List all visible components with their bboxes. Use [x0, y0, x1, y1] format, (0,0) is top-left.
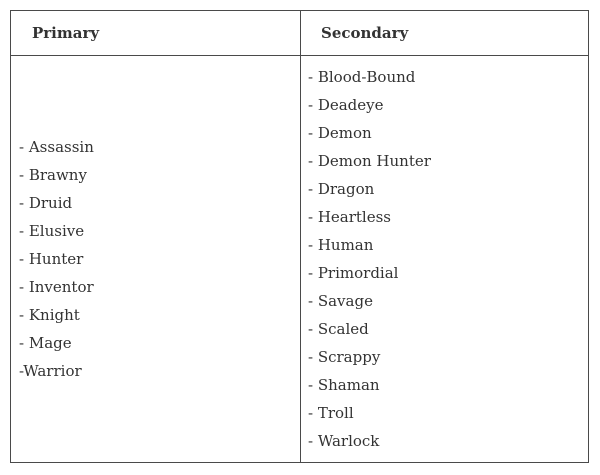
- header-secondary: Secondary: [321, 24, 409, 42]
- secondary-item-troll: - Troll: [308, 404, 354, 422]
- primary-item-assassin: - Assassin: [19, 138, 94, 156]
- secondary-item-heartless: - Heartless: [308, 208, 392, 226]
- secondary-item-demon-hunter: - Demon Hunter: [308, 152, 431, 170]
- secondary-item-demon: - Demon: [308, 124, 372, 142]
- header-primary: Primary: [32, 24, 100, 42]
- primary-item-knight: - Knight: [19, 306, 80, 324]
- secondary-item-warlock: - Warlock: [308, 432, 380, 450]
- secondary-list: [308, 56, 583, 462]
- primary-item-hunter: - Hunter: [19, 250, 84, 268]
- primary-item-warrior: -Warrior: [19, 362, 82, 380]
- classes-table: [10, 10, 589, 463]
- primary-item-mage: - Mage: [19, 334, 72, 352]
- primary-item-druid: - Druid: [19, 194, 73, 212]
- primary-item-inventor: - Inventor: [19, 278, 94, 296]
- secondary-item-savage: - Savage: [308, 292, 373, 310]
- column-divider: [300, 11, 301, 462]
- secondary-item-deadeye: - Deadeye: [308, 96, 384, 114]
- secondary-item-dragon: - Dragon: [308, 180, 375, 198]
- secondary-item-primordial: - Primordial: [308, 264, 399, 282]
- secondary-item-human: - Human: [308, 236, 374, 254]
- secondary-item-shaman: - Shaman: [308, 376, 380, 394]
- primary-item-brawny: - Brawny: [19, 166, 87, 184]
- secondary-item-scrappy: - Scrappy: [308, 348, 381, 366]
- secondary-item-blood-bound: - Blood-Bound: [308, 68, 416, 86]
- primary-list: [19, 56, 294, 462]
- secondary-item-scaled: - Scaled: [308, 320, 369, 338]
- primary-item-elusive: - Elusive: [19, 222, 85, 240]
